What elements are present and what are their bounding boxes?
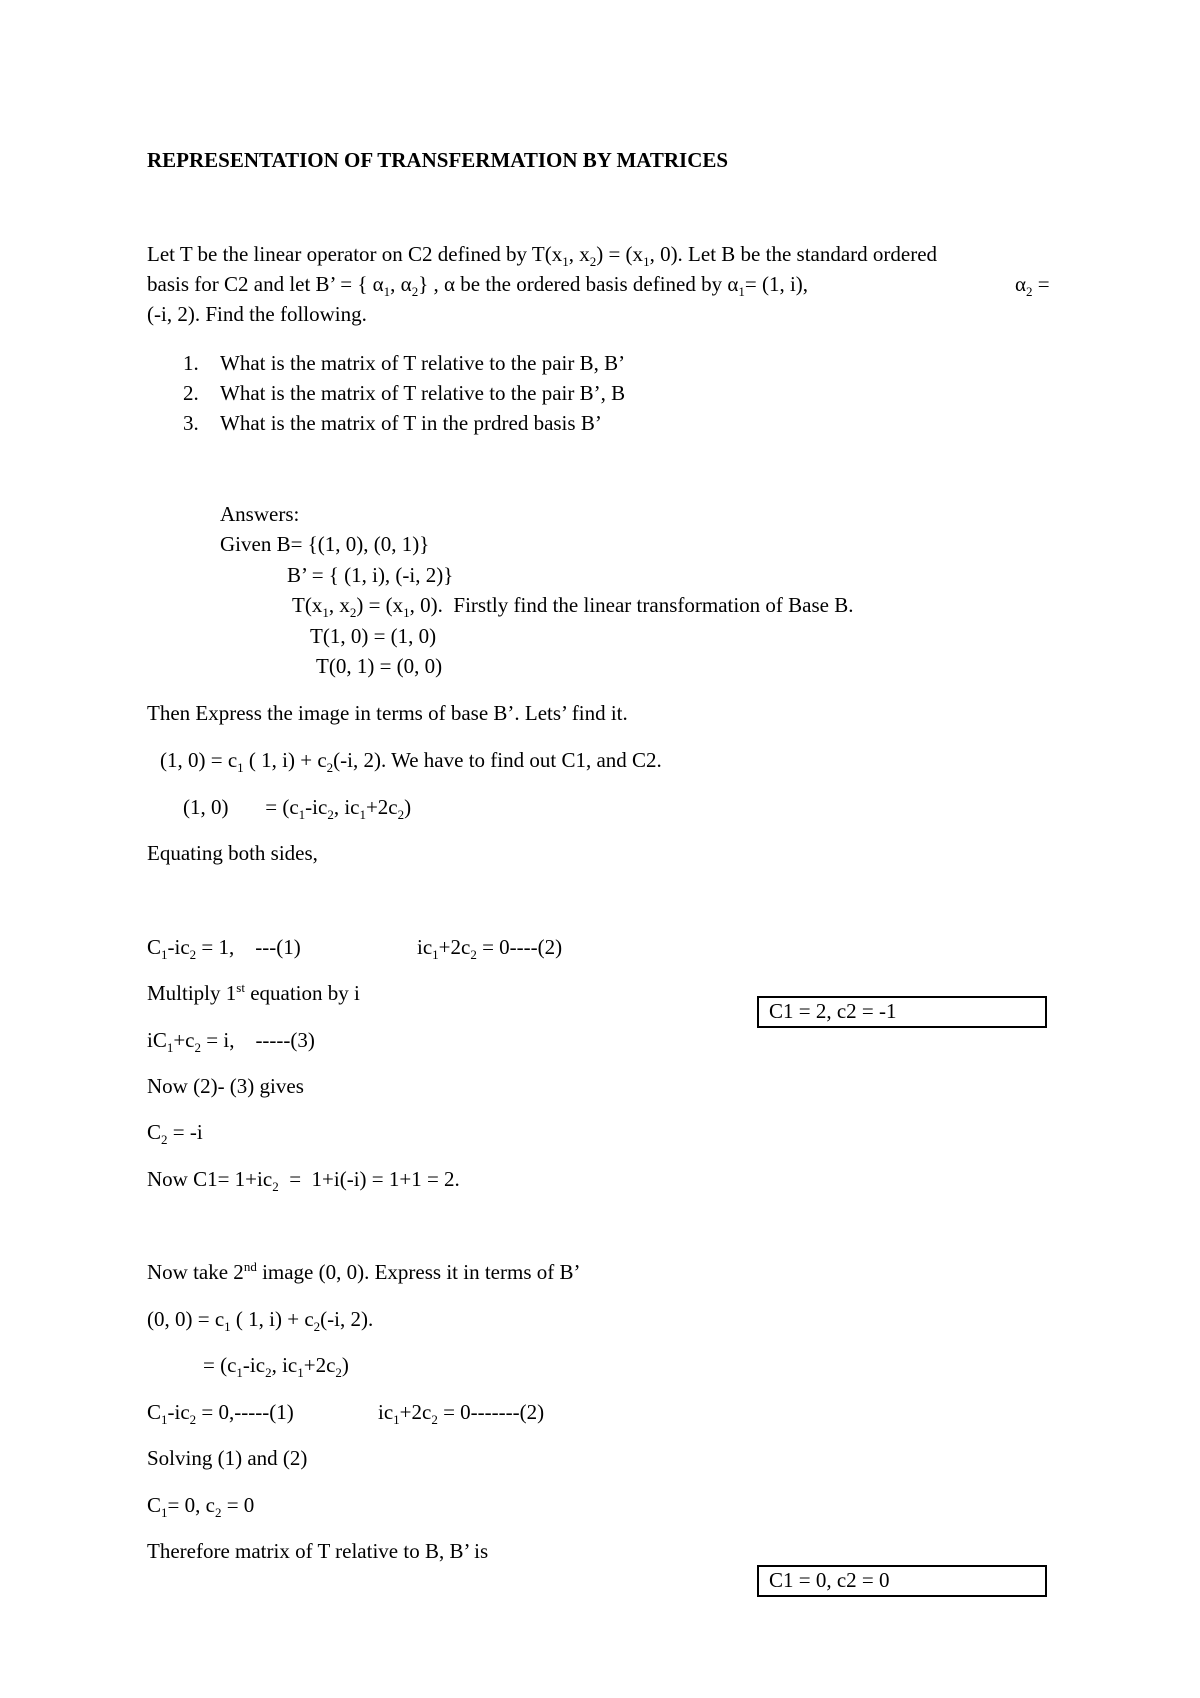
problem-line-2: basis for C2 and let B’ = { $\alpha_1$, $\alpha_2$} , α be the ordered basis defined by $\alpha_1= (1$, i),: [147, 272, 809, 300]
t-of-0-1: T(0, 1) = (0, 0): [316, 654, 443, 678]
express-line: Then Express the image in terms of base B’. Lets’ find it.: [147, 701, 628, 725]
equation-line: $C_2 = -i$: [147, 1120, 203, 1148]
page-title: REPRESENTATION OF TRANSFERMATION BY MATRICES: [147, 148, 729, 172]
take-second-line: Now take 2nd image (0, 0). Express it in terms of B’: [147, 1259, 581, 1284]
question-item: 3.: [183, 411, 199, 435]
equation-line: $ic_1+2c_2 = 0-------(2)$: [378, 1400, 545, 1428]
problem-line-1: Let T be the linear operator on C2 defined by $T(x_1$, $x_2) = (x_1$, 0). Let B be the standard ordered: [147, 242, 938, 270]
problem-line-3: (-i, 2). Find the following.: [147, 302, 367, 326]
equation-line: $ic_1+2c_2 = 0----(2)$: [417, 935, 563, 963]
question-item: 2.: [183, 381, 199, 405]
t-of-1-0: T(1, 0) = (1, 0): [310, 624, 437, 648]
given-b-prime: B’ = { (1, i), (-i, 2)}: [287, 563, 454, 587]
question-text: What is the matrix of T relative to the pair B’, B: [220, 381, 626, 405]
question-item: 1.: [183, 351, 199, 375]
equation-line: $C_1-ic_2 = 1$, ---(1): [147, 935, 301, 963]
equation-line: (0, $0) = c_1$ ( 1, $i) + c_2(-i$, 2).: [147, 1307, 374, 1335]
solving-line: Solving (1) and (2): [147, 1446, 308, 1470]
equation-line: Now $C1= 1+ic_2 = 1+i(-i) = 1+1 = 2$.: [147, 1167, 460, 1195]
equation-line: (1, 0) = ($c_1-ic_2$, $ic_1+2c_2$): [183, 795, 412, 823]
equation-line: = ($c_1-ic_2$, $ic_1+2c_2$): [203, 1353, 349, 1381]
t-definition: $T(x_1$, $x_2) = (x_1$, 0). Firstly find the linear transformation of Base B.: [292, 593, 854, 621]
result-box: C1 = 2, c2 = -1: [757, 996, 1047, 1028]
multiply-line: Multiply 1st equation by i: [147, 980, 360, 1005]
equating-line: Equating both sides,: [147, 841, 318, 865]
now-gives-line: Now (2)- (3) gives: [147, 1074, 304, 1098]
result-box: C1 = 0, c2 = 0: [757, 1565, 1047, 1597]
problem-alpha2: $\alpha_2$ =: [1015, 272, 1050, 300]
equation-line: (1, $0) = c_1$ ( 1, $i) + c_2(-i$, 2). We have to find out C1, and C2.: [160, 748, 662, 776]
therefore-line: Therefore matrix of T relative to B, B’ is: [147, 1539, 489, 1563]
equation-line: $C_1-ic_2 = 0,-----(1)$: [147, 1400, 294, 1428]
equation-line: $iC_1+c_2 = i$, -----(3): [147, 1028, 315, 1056]
equation-line: $C_1= 0$, $c_2 = 0$: [147, 1493, 255, 1521]
question-text: What is the matrix of T relative to the pair B, B’: [220, 351, 626, 375]
given-b: Given B= {(1, 0), (0, 1)}: [220, 532, 430, 556]
question-text: What is the matrix of T in the prdred basis B’: [220, 411, 602, 435]
answers-heading: Answers:: [220, 502, 300, 526]
